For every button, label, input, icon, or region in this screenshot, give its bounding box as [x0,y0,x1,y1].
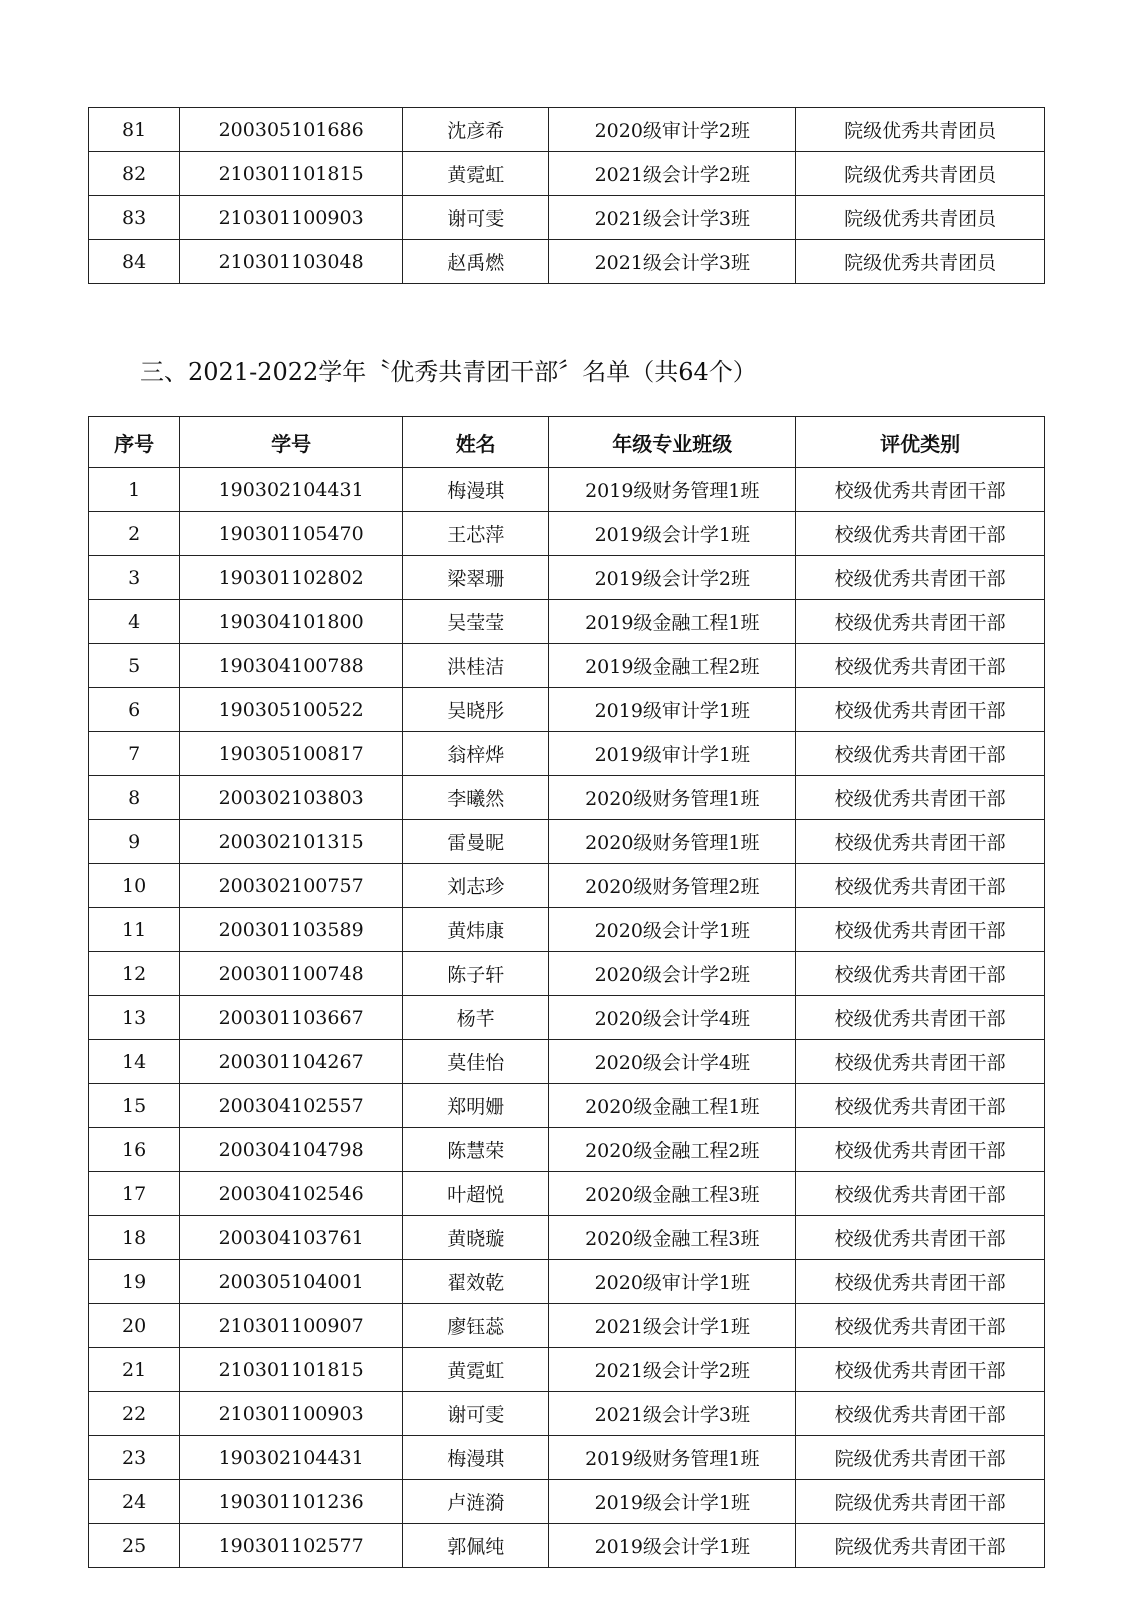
cell-index: 6 [89,688,180,732]
cell-class: 2019级金融工程1班 [549,600,796,644]
cell-category: 校级优秀共青团干部 [796,1172,1045,1216]
cell-name: 梁翠珊 [402,556,548,600]
cell-name: 王芯萍 [402,512,548,556]
cell-category: 院级优秀共青团干部 [796,1480,1045,1524]
cell-student-id: 200305104001 [180,1260,403,1304]
cell-student-id: 210301101815 [180,1348,403,1392]
cell-category: 院级优秀共青团员 [796,240,1045,284]
cell-category: 院级优秀共青团员 [796,196,1045,240]
cell-index: 1 [89,468,180,512]
cell-name: 杨芊 [402,996,548,1040]
cell-category: 校级优秀共青团干部 [796,908,1045,952]
cell-category: 校级优秀共青团干部 [796,468,1045,512]
cell-index: 7 [89,732,180,776]
cell-class: 2019级会计学1班 [549,512,796,556]
table-row [89,732,1045,776]
cell-index: 18 [89,1216,180,1260]
cell-name: 梅漫琪 [402,468,548,512]
cell-category: 校级优秀共青团干部 [796,1392,1045,1436]
cell-student-id: 200301103667 [180,996,403,1040]
cell-category: 校级优秀共青团干部 [796,1216,1045,1260]
top-table-body [89,108,1045,284]
table-row [89,1304,1045,1348]
cell-index: 21 [89,1348,180,1392]
cell-index: 15 [89,1084,180,1128]
cell-index: 9 [89,820,180,864]
cell-student-id: 200302103803 [180,776,403,820]
section-title: 三、2021-2022学年〝优秀共青团干部〞名单（共64个） [140,358,757,386]
cell-student-id: 200304102546 [180,1172,403,1216]
cell-category: 校级优秀共青团干部 [796,820,1045,864]
cell-category: 校级优秀共青团干部 [796,644,1045,688]
cell-index: 82 [89,152,180,196]
table-row [89,1084,1045,1128]
table-row [89,468,1045,512]
cell-student-id: 190304100788 [180,644,403,688]
cell-class: 2020级财务管理1班 [549,820,796,864]
cell-class: 2020级金融工程2班 [549,1128,796,1172]
cell-category: 校级优秀共青团干部 [796,776,1045,820]
cell-student-id: 200302100757 [180,864,403,908]
cell-index: 25 [89,1524,180,1568]
cell-class: 2021级会计学3班 [549,196,796,240]
cell-index: 84 [89,240,180,284]
table-row [89,820,1045,864]
cell-class: 2020级会计学4班 [549,996,796,1040]
cell-index: 12 [89,952,180,996]
cell-class: 2020级金融工程1班 [549,1084,796,1128]
cell-name: 沈彦希 [402,108,548,152]
cell-class: 2021级会计学3班 [549,1392,796,1436]
cell-class: 2019级会计学2班 [549,556,796,600]
table-row [89,108,1045,152]
cell-category: 校级优秀共青团干部 [796,864,1045,908]
cell-name: 郑明姗 [402,1084,548,1128]
cell-name: 谢可雯 [402,196,548,240]
cell-name: 陈慧荣 [402,1128,548,1172]
cell-name: 刘志珍 [402,864,548,908]
table-row [89,152,1045,196]
cell-name: 梅漫琪 [402,1436,548,1480]
cell-class: 2019级金融工程2班 [549,644,796,688]
cell-index: 19 [89,1260,180,1304]
cell-class: 2020级金融工程3班 [549,1172,796,1216]
cell-index: 22 [89,1392,180,1436]
header-name: 姓名 [402,417,548,468]
cell-student-id: 190302104431 [180,468,403,512]
cell-category: 校级优秀共青团干部 [796,556,1045,600]
cell-class: 2019级会计学1班 [549,1524,796,1568]
main-table-body [89,468,1045,1568]
cell-class: 2020级财务管理1班 [549,776,796,820]
cell-index: 16 [89,1128,180,1172]
cell-index: 4 [89,600,180,644]
cell-category: 院级优秀共青团干部 [796,1436,1045,1480]
cell-class: 2021级会计学1班 [549,1304,796,1348]
cell-index: 24 [89,1480,180,1524]
cell-student-id: 190304101800 [180,600,403,644]
cell-name: 吴晓彤 [402,688,548,732]
cell-student-id: 210301100903 [180,1392,403,1436]
cell-class: 2019级财务管理1班 [549,468,796,512]
cell-class: 2020级会计学2班 [549,952,796,996]
cell-class: 2019级审计学1班 [549,688,796,732]
header-student-id: 学号 [180,417,403,468]
cell-index: 13 [89,996,180,1040]
table-row [89,512,1045,556]
cell-student-id: 200304102557 [180,1084,403,1128]
cell-index: 23 [89,1436,180,1480]
cell-class: 2021级会计学2班 [549,152,796,196]
cell-index: 2 [89,512,180,556]
cell-student-id: 210301101815 [180,152,403,196]
main-table [88,416,1045,1568]
cell-index: 10 [89,864,180,908]
cell-class: 2020级财务管理2班 [549,864,796,908]
cell-index: 83 [89,196,180,240]
cell-class: 2021级会计学3班 [549,240,796,284]
table-row [89,1172,1045,1216]
cell-category: 院级优秀共青团员 [796,108,1045,152]
table-row [89,644,1045,688]
cell-index: 8 [89,776,180,820]
cell-name: 叶超悦 [402,1172,548,1216]
cell-name: 雷曼昵 [402,820,548,864]
table-row [89,600,1045,644]
cell-student-id: 190305100817 [180,732,403,776]
header-category: 评优类别 [796,417,1045,468]
cell-name: 李曦然 [402,776,548,820]
table-row [89,1436,1045,1480]
table-row [89,908,1045,952]
cell-student-id: 210301100903 [180,196,403,240]
table-row [89,1524,1045,1568]
cell-index: 3 [89,556,180,600]
cell-class: 2020级会计学4班 [549,1040,796,1084]
table-row [89,1128,1045,1172]
cell-student-id: 190302104431 [180,1436,403,1480]
cell-student-id: 210301103048 [180,240,403,284]
cell-student-id: 200305101686 [180,108,403,152]
cell-name: 翁梓烨 [402,732,548,776]
cell-name: 洪桂洁 [402,644,548,688]
cell-name: 卢涟漪 [402,1480,548,1524]
cell-student-id: 200301100748 [180,952,403,996]
table-row [89,196,1045,240]
header-row [89,417,1045,468]
cell-class: 2020级审计学1班 [549,1260,796,1304]
cell-class: 2019级审计学1班 [549,732,796,776]
cell-name: 廖钰蕊 [402,1304,548,1348]
cell-student-id: 190305100522 [180,688,403,732]
table-row [89,688,1045,732]
cell-category: 校级优秀共青团干部 [796,996,1045,1040]
table-row [89,556,1045,600]
cell-class: 2020级金融工程3班 [549,1216,796,1260]
cell-category: 校级优秀共青团干部 [796,1304,1045,1348]
cell-name: 黄炜康 [402,908,548,952]
cell-index: 81 [89,108,180,152]
cell-category: 校级优秀共青团干部 [796,600,1045,644]
cell-index: 5 [89,644,180,688]
cell-name: 黄霓虹 [402,152,548,196]
cell-name: 吴莹莹 [402,600,548,644]
top-table [88,107,1045,284]
cell-student-id: 190301105470 [180,512,403,556]
header-class: 年级专业班级 [549,417,796,468]
table-row [89,952,1045,996]
cell-class: 2019级财务管理1班 [549,1436,796,1480]
cell-index: 17 [89,1172,180,1216]
cell-name: 谢可雯 [402,1392,548,1436]
cell-name: 黄霓虹 [402,1348,548,1392]
cell-student-id: 210301100907 [180,1304,403,1348]
table-row [89,864,1045,908]
cell-name: 赵禹燃 [402,240,548,284]
cell-index: 11 [89,908,180,952]
cell-category: 校级优秀共青团干部 [796,1084,1045,1128]
cell-category: 校级优秀共青团干部 [796,1040,1045,1084]
cell-name: 陈子轩 [402,952,548,996]
cell-student-id: 200301103589 [180,908,403,952]
cell-student-id: 190301101236 [180,1480,403,1524]
table-row [89,996,1045,1040]
cell-student-id: 200301104267 [180,1040,403,1084]
cell-category: 校级优秀共青团干部 [796,732,1045,776]
cell-index: 20 [89,1304,180,1348]
cell-category: 校级优秀共青团干部 [796,1260,1045,1304]
cell-name: 黄晓璇 [402,1216,548,1260]
cell-class: 2019级会计学1班 [549,1480,796,1524]
table-row [89,1216,1045,1260]
cell-student-id: 200304104798 [180,1128,403,1172]
cell-category: 校级优秀共青团干部 [796,952,1045,996]
cell-category: 校级优秀共青团干部 [796,512,1045,556]
header-index: 序号 [89,417,180,468]
cell-student-id: 190301102577 [180,1524,403,1568]
cell-student-id: 190301102802 [180,556,403,600]
table-row [89,776,1045,820]
cell-category: 校级优秀共青团干部 [796,1128,1045,1172]
cell-category: 校级优秀共青团干部 [796,688,1045,732]
cell-category: 院级优秀共青团员 [796,152,1045,196]
cell-category: 校级优秀共青团干部 [796,1348,1045,1392]
table-row [89,1392,1045,1436]
cell-class: 2020级会计学1班 [549,908,796,952]
cell-name: 莫佳怡 [402,1040,548,1084]
table-row [89,240,1045,284]
cell-class: 2020级审计学2班 [549,108,796,152]
cell-index: 14 [89,1040,180,1084]
cell-student-id: 200304103761 [180,1216,403,1260]
cell-class: 2021级会计学2班 [549,1348,796,1392]
cell-student-id: 200302101315 [180,820,403,864]
cell-name: 翟效乾 [402,1260,548,1304]
cell-category: 院级优秀共青团干部 [796,1524,1045,1568]
table-row [89,1260,1045,1304]
table-row [89,1348,1045,1392]
cell-name: 郭佩纯 [402,1524,548,1568]
table-row [89,1040,1045,1084]
table-row [89,1480,1045,1524]
